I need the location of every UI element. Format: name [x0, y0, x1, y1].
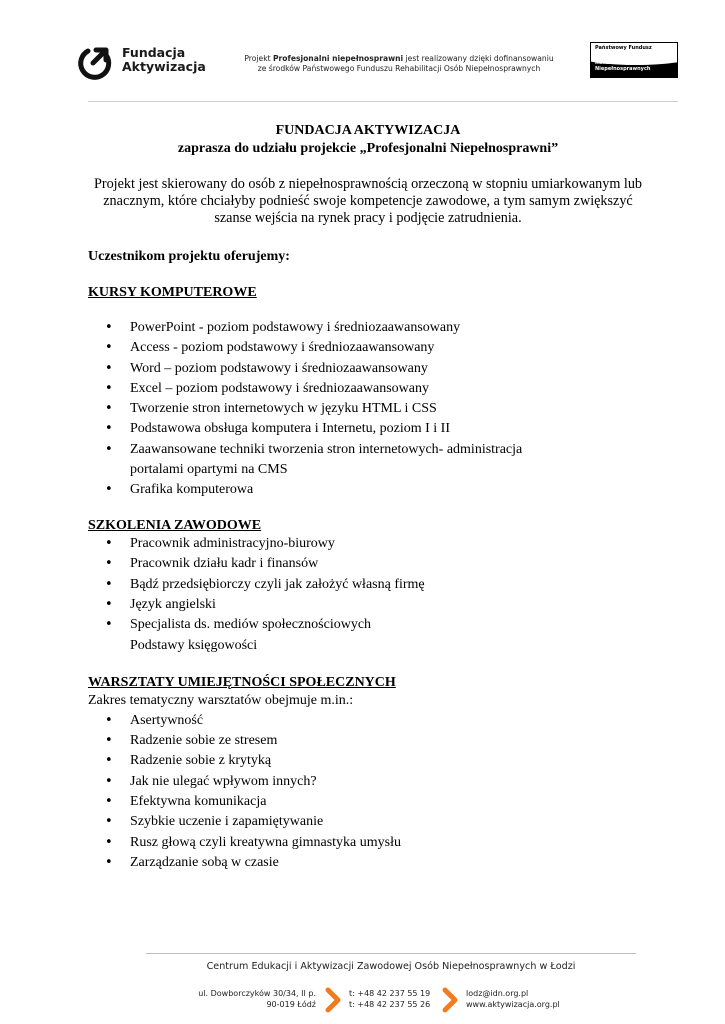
footer-title: Centrum Edukacji i Aktywizacji Zawodowej Osób Niepełnosprawnych w Łodzi — [206, 961, 576, 972]
list-item: • Jak nie ulegać wpływom innych? — [88, 772, 648, 792]
list-item: • Bądź przedsiębiorczy czyli jak założyć własną firmę — [88, 575, 648, 595]
list-item: • Radzenie sobie z krytyką — [88, 751, 648, 771]
list-item: • Szybkie uczenie i zapamiętywanie — [88, 812, 648, 832]
project-prefix: Projekt — [244, 54, 273, 63]
pfron-line3: Niepełnosprawnych — [595, 66, 651, 72]
project-name: Profesjonalni niepełnosprawni — [272, 54, 404, 63]
address-line2: 90-019 Łódź — [266, 1000, 316, 1009]
arrow-circle-logo-icon — [76, 43, 114, 81]
list-item: • Efektywna komunikacja — [88, 792, 648, 812]
chevron-right-icon — [324, 987, 342, 1013]
phone-1: t: +48 42 237 55 19 — [349, 989, 431, 998]
document-title — [88, 122, 648, 158]
list-item: • Rusz głową czyli kreatywna gimnastyka umysłu — [88, 833, 648, 853]
list-item: • Pracownik działu kadr i finansów — [88, 554, 648, 574]
list-item: • Excel – poziom podstawowy i średniozaawansowany — [88, 379, 648, 399]
pfron-logo — [590, 42, 678, 78]
document-body — [88, 122, 648, 873]
project-line2: ze środków Państwowego Funduszu Rehabilitacji Osób Niepełnosprawnych — [257, 64, 541, 73]
email-link[interactable]: lodz@idn.org.pl — [466, 989, 529, 998]
list-item: • Język angielski — [88, 595, 648, 615]
pfron-line2: Rehabilitacji Osób — [595, 60, 647, 66]
list-item: • Radzenie sobie ze stresem — [88, 731, 648, 751]
phone-2: t: +48 42 237 55 26 — [349, 1000, 431, 1009]
vocational-training-list — [88, 534, 648, 635]
list-item: • Grafika komputerowa — [88, 480, 648, 500]
offer-heading: Uczestnikom projektu oferujemy: — [88, 249, 290, 264]
list-item: • Zaawansowane techniki tworzenia stron internetowych- administracja portalami opartymi na CMS — [88, 440, 648, 480]
header-divider — [88, 101, 678, 102]
section-computer-courses-heading: KURSY KOMPUTEROWE — [88, 285, 257, 300]
computer-courses-list — [88, 318, 648, 500]
page-header — [0, 0, 725, 100]
footer-contact — [466, 988, 560, 1010]
chevron-right-icon — [441, 987, 459, 1013]
fundacja-aktywizacja-logo — [76, 43, 206, 83]
intro-paragraph: Projekt jest skierowany do osób z niepełnosprawnością orzeczoną w stopniu umiarkowanym lub znacznym, które chciałyby podnieść swoje kompetencje zawodowe, a tym samym zwiększyć szanse wejścia na rynek pracy i podjęcie zatrudnienia. — [93, 176, 643, 226]
list-item: • Word – poziom podstawowy i średniozaawansowany — [88, 359, 648, 379]
title-line1: FUNDACJA AKTYWIZACJA — [275, 123, 461, 138]
footer-divider — [146, 953, 636, 954]
list-item: • Pracownik administracyjno-biurowy — [88, 534, 648, 554]
footer-address — [160, 988, 316, 1010]
pfron-line1: Państwowy Fundusz — [595, 45, 652, 51]
section-social-skills-heading: WARSZTATY UMIEJĘTNOŚCI SPOŁECZNYCH — [88, 674, 396, 690]
list-item: • PowerPoint - poziom podstawowy i średniozaawansowany — [88, 318, 648, 338]
social-skills-list — [88, 711, 648, 873]
logo-text — [122, 46, 206, 74]
address-line1: ul. Dowborczyków 30/34, II p. — [198, 989, 316, 998]
list-item: • Zarządzanie sobą w czasie — [88, 853, 648, 873]
logo-line2: Aktywizacja — [122, 59, 206, 74]
footer-phones — [349, 988, 430, 1010]
list-item: • Specjalista ds. mediów społecznościowych — [88, 615, 648, 635]
social-skills-intro: Zakres tematyczny warsztatów obejmuje m.in.: — [88, 692, 354, 708]
project-suffix: jest realizowany dzięki dofinansowaniu — [403, 54, 554, 63]
website-link[interactable]: www.aktywizacja.org.pl — [466, 1000, 560, 1009]
list-item: • Access - poziom podstawowy i średniozaawansowany — [88, 338, 648, 358]
list-item: • Tworzenie stron internetowych w języku HTML i CSS — [88, 399, 648, 419]
logo-line1: Fundacja — [122, 45, 186, 60]
project-funding-note — [216, 54, 582, 74]
list-item: • Asertywność — [88, 711, 648, 731]
section-vocational-training-heading: SZKOLENIA ZAWODOWE — [88, 518, 262, 534]
list-item: • Podstawowa obsługa komputera i Internetu, poziom I i II — [88, 419, 648, 439]
title-line2: zaprasza do udziału projekcie „Profesjonalni Niepełnosprawni” — [177, 141, 559, 156]
list-item-continuation: Podstawy księgowości — [130, 637, 258, 653]
